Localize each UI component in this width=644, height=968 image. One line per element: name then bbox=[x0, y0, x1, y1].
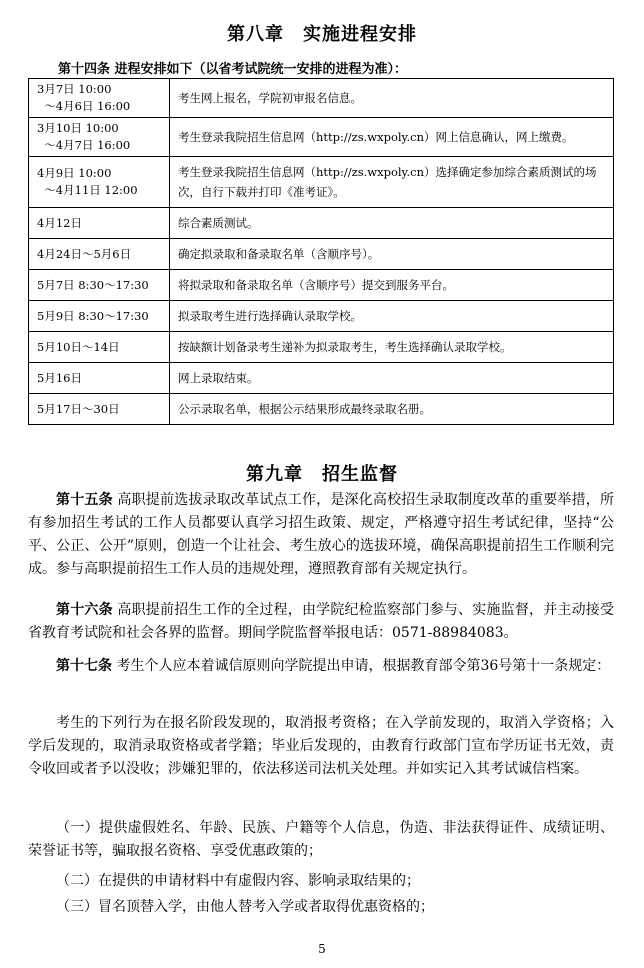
schedule-date-line: 4月9日 10:00 bbox=[37, 166, 112, 180]
schedule-row bbox=[29, 332, 614, 363]
schedule-date-line: 5月16日 bbox=[37, 370, 82, 385]
schedule-date-cell bbox=[29, 332, 170, 363]
schedule-date-cell bbox=[29, 270, 170, 301]
article-16 bbox=[28, 599, 614, 645]
schedule-date-cell bbox=[29, 118, 170, 157]
schedule-date-cell bbox=[29, 208, 170, 239]
article-17-text: 考生个人应本着诚信原则向学院提出申请，根据教育部令第36号第十一条规定： bbox=[112, 658, 611, 674]
schedule-task-cell: 按缺额计划备录考生递补为拟录取考生，考生选择确认录取学校。 bbox=[170, 332, 614, 363]
schedule-date-cell bbox=[29, 363, 170, 394]
article-16-text: 高职提前招生工作的全过程，由学院纪检监察部门参与、实施监督，并主动接受省教育考试院和社会各界的监督。期间学院监督举报电话：0571-88984083。 bbox=[28, 602, 615, 641]
schedule-date-line: 5月17日～30日 bbox=[37, 401, 120, 416]
schedule-row bbox=[29, 79, 614, 118]
schedule-task-cell: 网上录取结束。 bbox=[170, 363, 614, 394]
item-2: （二）在提供的申请材料中有虚假内容、影响录取结果的； bbox=[56, 873, 420, 889]
schedule-date-line: 4月24日～5月6日 bbox=[37, 246, 132, 261]
schedule-date-line: ～4月7日 16:00 bbox=[37, 138, 131, 152]
chapter-9-title: 第九章 招生监督 bbox=[246, 464, 398, 485]
schedule-row bbox=[29, 270, 614, 301]
schedule-task-cell: 将拟录取和备录取名单（含顺序号）提交到服务平台。 bbox=[170, 270, 614, 301]
penalty-paragraph: 考生的下列行为在报名阶段发现的，取消报考资格；在入学前发现的，取消入学资格；入学后发现的，取消录取资格或者学籍；毕业后发现的，由教育行政部门宣布学历证书无效，责令收回或者予以没收；涉嫌犯罪的，依法移送司法机关处理。并如实记入其考试诚信档案。 bbox=[28, 715, 614, 777]
schedule-date-cell bbox=[29, 301, 170, 332]
article-17-label: 第十七条 bbox=[56, 658, 112, 674]
schedule-table bbox=[28, 78, 614, 425]
schedule-date-line: ～4月6日 16:00 bbox=[37, 99, 131, 113]
schedule-date-line: ～4月11日 12:00 bbox=[37, 183, 138, 197]
article-14-caption: 第十四条 进程安排如下（以省考试院统一安排的进程为准）： bbox=[58, 62, 408, 77]
schedule-task-cell: 确定拟录取和备录取名单（含顺序号）。 bbox=[170, 239, 614, 270]
schedule-date-cell bbox=[29, 79, 170, 118]
article-15-label: 第十五条 bbox=[56, 492, 113, 508]
page-number: 5 bbox=[318, 942, 326, 956]
schedule-row bbox=[29, 363, 614, 394]
item-3: （三）冒名顶替入学，由他人替考入学或者取得优惠资格的； bbox=[56, 899, 434, 915]
article-15 bbox=[28, 489, 614, 581]
article-16-label: 第十六条 bbox=[56, 602, 113, 618]
schedule-row bbox=[29, 239, 614, 270]
schedule-task-cell: 考生登录我院招生信息网（http://zs.wxpoly.cn）网上信息确认，网上缴费。 bbox=[170, 118, 614, 157]
schedule-row bbox=[29, 118, 614, 157]
item-1: （一）提供虚假姓名、年龄、民族、户籍等个人信息，伪造、非法获得证件、成绩证明、荣誉证书等，骗取报名资格、享受优惠政策的； bbox=[28, 820, 614, 859]
schedule-task-cell: 拟录取考生进行选择确认录取学校。 bbox=[170, 301, 614, 332]
schedule-row bbox=[29, 301, 614, 332]
schedule-date-line: 5月9日 8:30～17:30 bbox=[37, 308, 149, 323]
schedule-date-cell bbox=[29, 239, 170, 270]
schedule-date-line: 3月10日 10:00 bbox=[37, 121, 119, 135]
schedule-row bbox=[29, 157, 614, 208]
schedule-task-cell: 考生网上报名，学院初审报名信息。 bbox=[170, 79, 614, 118]
schedule-task-cell: 考生登录我院招生信息网（http://zs.wxpoly.cn）选择确定参加综合素质测试的场次，自行下载并打印《准考证》。 bbox=[170, 157, 614, 208]
schedule-date-line: 3月7日 10:00 bbox=[37, 82, 112, 96]
schedule-task-cell: 公示录取名单，根据公示结果形成最终录取名册。 bbox=[170, 394, 614, 425]
schedule-row bbox=[29, 208, 614, 239]
schedule-row bbox=[29, 394, 614, 425]
article-15-text: 高职提前选拔录取改革试点工作，是深化高校招生录取制度改革的重要举措，所有参加招生考试的工作人员都要认真学习招生政策、规定，严格遵守招生考试纪律，坚持“公平、公正、公开”原则，创造一个让社会、考生放心的选拔环境，确保高职提前招生工作顺利完成。参与高职提前招生工作人员的违规处理，遵照教育部有关规定执行。 bbox=[28, 492, 615, 577]
schedule-date-cell bbox=[29, 394, 170, 425]
schedule-task-cell: 综合素质测试。 bbox=[170, 208, 614, 239]
article-17 bbox=[28, 655, 614, 678]
schedule-date-line: 5月10日～14日 bbox=[37, 339, 120, 354]
chapter-8-title: 第八章 实施进程安排 bbox=[227, 24, 417, 45]
schedule-date-line: 5月7日 8:30～17:30 bbox=[37, 277, 149, 292]
schedule-date-line: 4月12日 bbox=[37, 215, 82, 230]
schedule-date-cell bbox=[29, 157, 170, 208]
